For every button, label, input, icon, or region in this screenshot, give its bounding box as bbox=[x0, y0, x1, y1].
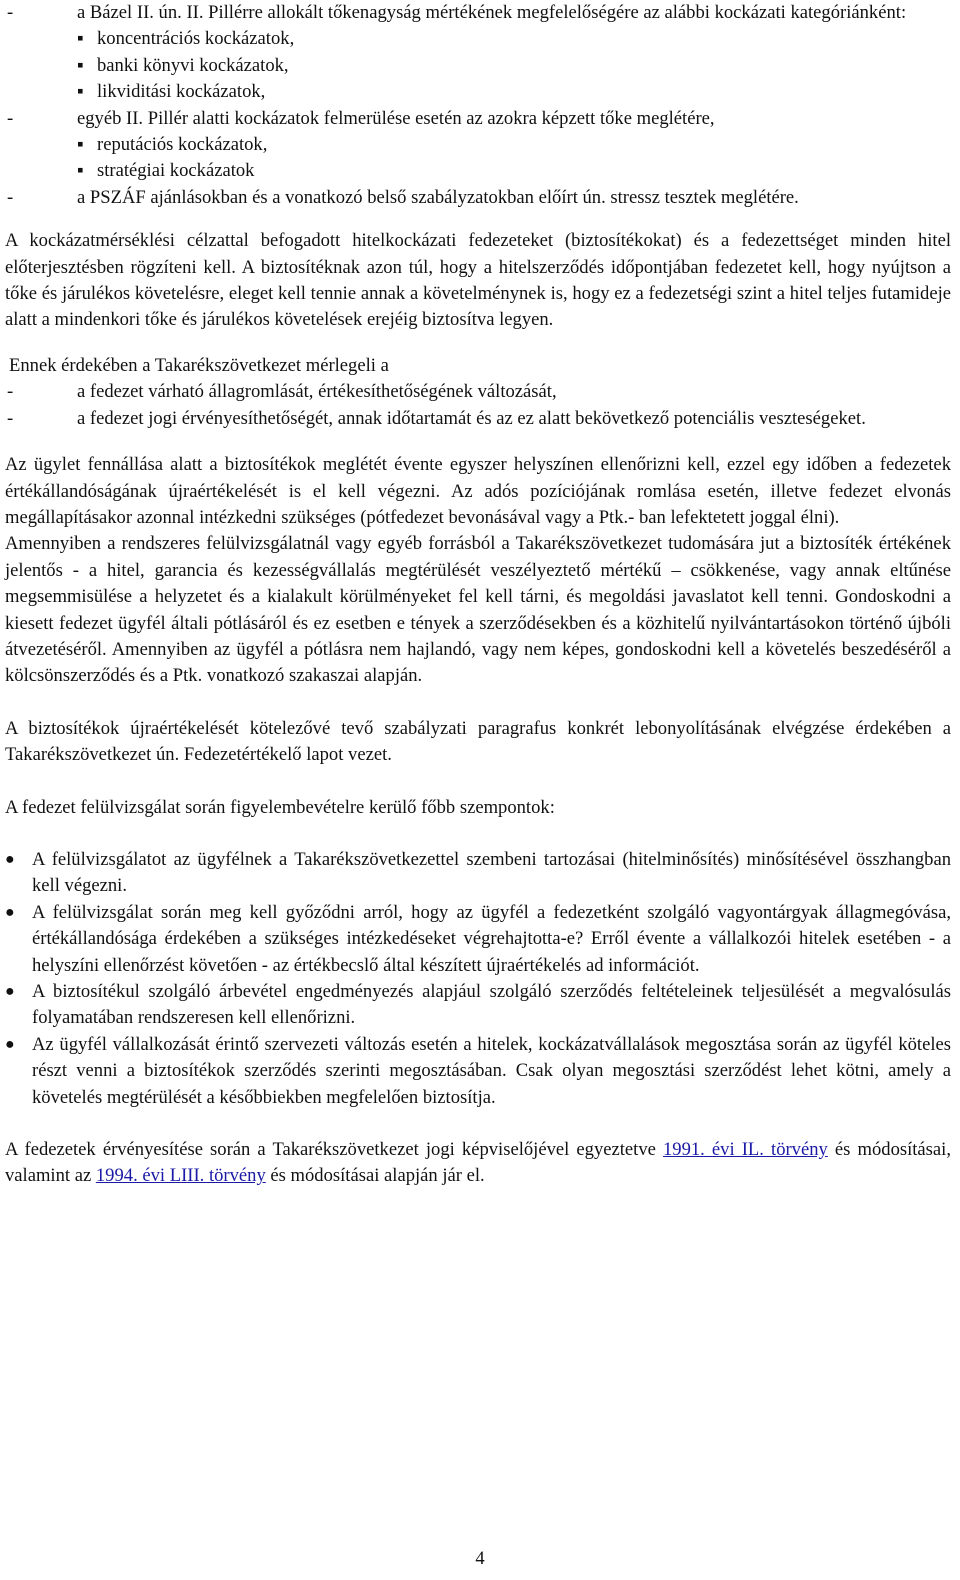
dash-item-basel bbox=[5, 0, 951, 26]
dash-marker: - bbox=[7, 407, 14, 429]
dash-item-enforceability bbox=[5, 406, 951, 432]
law-1994-link[interactable]: 1994. évi LIII. törvény bbox=[95, 1165, 266, 1187]
square-item bbox=[5, 158, 951, 184]
dash-item-pszaf bbox=[5, 185, 951, 211]
paragraph-revaluation: A biztosítékok újraértékelését kötelezővé tevő szabályzati paragrafus konkrét lebonyolításának elvégzése érdekében a Takarékszövetkezet ún. Fedezetértékelő lapot vezet. bbox=[5, 717, 951, 766]
enforcement-text: és módosításai, valamint az bbox=[5, 1139, 951, 1187]
square-text: stratégiai kockázatok bbox=[97, 160, 255, 182]
paragraph-value-decrease: Amennyiben a rendszeres felülvizsgálatnál vagy egyéb forrásból a Takarékszövetkezet tudomására jut a biztosíték értékének jelentős - a hitel, garancia és kezességvállalás megtérülését veszélyeztető mértékű – csökkenése, vagy annak eltűnése megsemmisülése a helyzetet és a kialakult körülményeket fel kell tárni, és megoldási javaslatot kell tenni. Gondoskodni a kiesett fedezet ügyfél általi pótlásáról és ez esetben e tények a szerződésekben és a közhitelű nyilvántartásokon történő újbóli átvezetéséről. Amennyiben az ügyfél a pótlásra nem hajlandó, vagy nem képes, gondoskodni kell a követelés beszedéséről a kölcsönszerződés és a Ptk. vonatkozó szakaszai alapján. bbox=[5, 533, 951, 687]
enforcement-text: A fedezetek érvényesítése során a Takarékszövetkezet jogi képviselőjével egyeztetve bbox=[5, 1139, 663, 1161]
dash-marker: - bbox=[7, 186, 14, 208]
page-content bbox=[5, 0, 951, 1190]
paragraph-lead: Ennek érdekében a Takarékszövetkezet mérlegeli a bbox=[9, 354, 389, 376]
list-item bbox=[5, 900, 951, 979]
list-item-text: A felülvizsgálat során meg kell győződni arról, hogy az ügyfél a fedezetként szolgáló vagyontárgyak állagmegóvása, értékállandósága érdekében a szükséges intézkedéseket végrehajtotta-e? Erről évente a vállalkozói hitelek esetében - a helyszíni ellenőrzést követően - az értékbecslő által készített újraértékelés ad információt. bbox=[32, 901, 951, 976]
list-item bbox=[5, 847, 951, 900]
square-item bbox=[5, 26, 951, 52]
square-item bbox=[5, 79, 951, 105]
square-marker: ▪ bbox=[77, 134, 84, 156]
square-marker: ▪ bbox=[77, 160, 84, 182]
law-1991-link[interactable]: 1991. évi IL. törvény bbox=[662, 1139, 828, 1161]
square-item bbox=[5, 132, 951, 158]
list-item bbox=[5, 1032, 951, 1111]
dash-item-deterioration bbox=[5, 379, 951, 405]
paragraph-risk-mitigation: A kockázatmérséklési célzattal befogadott hitelkockázati fedezeteket (biztosítékokat) és a fedezettséget minden hitel előterjesztésben rögzíteni kell. A biztosítéknak azon túl, hogy a hitelszerződés időpontjában fedezetet kell, hogy nyújtson a tőke és járulékos követelésre, eleget kell tennie annak a követelménynek is, hogy ez a fedezetségi szint a hitel teljes futamideje alatt a mindenkori tőke és járulékos követelések erejéig biztosítva legyen. bbox=[5, 230, 951, 331]
list-item-text: Az ügyfél vállalkozását érintő szervezeti változás esetén a hitelek, kockázatvállalások megosztása során az ügyfél köteles részt venni a biztosítékok szerződés szerinti megosztásában. Csak olyan megosztási szerződést lehet kötni, amely a követelés megtérülését a későbbiekben megfelelően biztosítja. bbox=[32, 1033, 951, 1108]
dash-text: a Bázel II. ún. II. Pillérre allokált tőkenagyság mértékének megfelelőségére az alábbi kockázati kategóriánként: bbox=[77, 2, 907, 23]
dash-text: a PSZÁF ajánlásokban és a vonatkozó belső szabályzatokban előírt ún. stressz tesztek meglétére. bbox=[77, 186, 799, 208]
dash-item-other-risks bbox=[5, 106, 951, 132]
square-marker: ▪ bbox=[77, 81, 84, 103]
bullet-marker: ● bbox=[5, 983, 15, 1000]
list-item-text: A felülvizsgálatot az ügyfélnek a Takarékszövetkezettel szembeni tartozásai (hitelminősítés) minősítésével összhangban kell végezni. bbox=[32, 848, 951, 897]
bullet-list bbox=[5, 847, 951, 1111]
square-marker: ▪ bbox=[77, 28, 84, 50]
dash-text: egyéb II. Pillér alatti kockázatok felmerülése esetén az azokra képzett tőke meglétére, bbox=[77, 107, 715, 129]
square-text: koncentrációs kockázatok, bbox=[97, 28, 295, 50]
list-item-text: A biztosítékul szolgáló árbevétel engedményezés alapjául szolgáló szerződés feltételeinek teljesülését a megvalósulás folyamatában rendszeresen kell ellenőrizni. bbox=[32, 981, 951, 1029]
square-item bbox=[5, 53, 951, 79]
square-text: banki könyvi kockázatok, bbox=[97, 54, 289, 76]
paragraph-aspects-lead: A fedezet felülvizsgálat során figyelembevételre kerülő főbb szempontok: bbox=[5, 796, 555, 818]
square-text: likviditási kockázatok, bbox=[97, 81, 266, 103]
page-number: 4 bbox=[475, 1548, 485, 1569]
bullet-marker: ● bbox=[5, 850, 15, 868]
paragraph-enforcement bbox=[5, 1137, 951, 1190]
dash-text: a fedezet várható állagromlását, értékesíthetőségének változását, bbox=[77, 381, 557, 403]
enforcement-text: és módosításai alapján jár el. bbox=[265, 1165, 485, 1187]
square-text: reputációs kockázatok, bbox=[97, 134, 268, 156]
dash-marker: - bbox=[7, 381, 14, 403]
paragraph-annual-check: Az ügylet fennállása alatt a biztosítékok meglétét évente egyszer helyszínen ellenőrizni kell, ezzel egy időben a fedezetek értékállandóságának újraértékelését is el kell végezni. Az adós pozíciójának romlása esetén, illetve fedezet elvonás megállapításakor azonnal intézkedni szükséges (pótfedezet bevonásával vagy a Ptk.- ban lefektetett joggal élni). bbox=[5, 454, 951, 528]
bullet-marker: ● bbox=[5, 1035, 15, 1053]
dash-marker: - bbox=[7, 107, 14, 129]
dash-marker: - bbox=[7, 2, 14, 23]
list-item bbox=[5, 979, 951, 1032]
square-marker: ▪ bbox=[77, 54, 84, 76]
bullet-marker: ● bbox=[5, 903, 15, 921]
dash-text: a fedezet jogi érvényesíthetőségét, annak időtartamát és az ez alatt bekövetkező potenciális veszteségeket. bbox=[77, 407, 866, 429]
